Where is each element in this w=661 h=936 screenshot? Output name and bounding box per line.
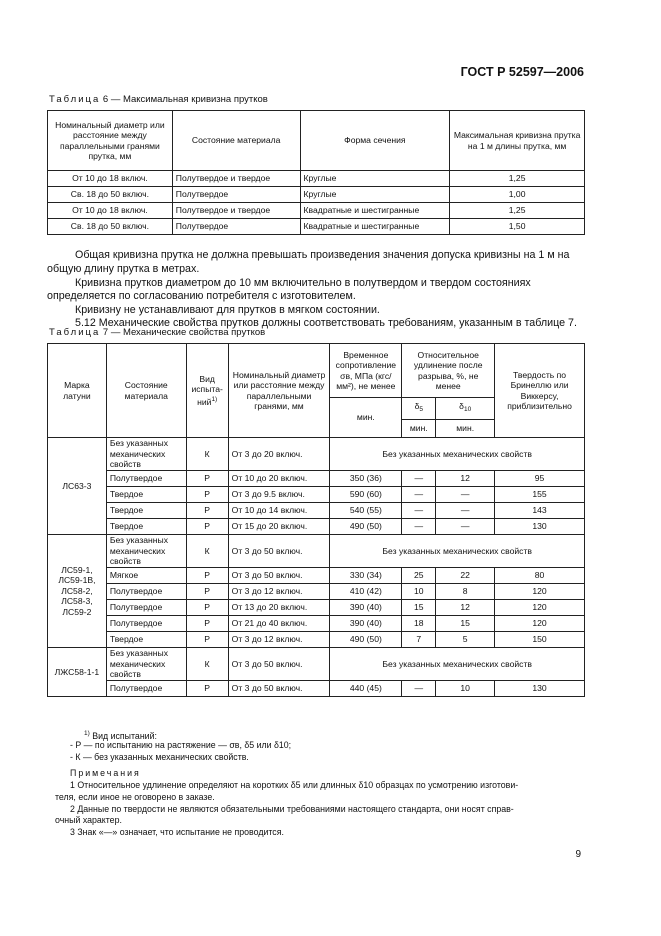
- table7-cell-test: К: [186, 438, 228, 471]
- table7-header-min-d5: мин.: [402, 420, 436, 438]
- table7-header-d10-sub: 10: [463, 406, 472, 414]
- table7-header-state: Состояние материала: [106, 344, 186, 438]
- table7-cell-hardness: 130: [495, 681, 585, 697]
- table6-cell-curvature: 1,50: [450, 219, 585, 235]
- table7-cell-test: Р: [186, 600, 228, 616]
- table7-cell-d10: 12: [436, 600, 495, 616]
- table7-cell-hardness: 150: [495, 632, 585, 648]
- table7-cell-hardness: 95: [495, 471, 585, 487]
- table7-cell-brand: ЛС59-1, ЛС59-1В, ЛС58-2, ЛС58-3, ЛС59-2: [48, 535, 107, 648]
- table7-row: [48, 632, 585, 648]
- table7-row: [48, 616, 585, 632]
- table7-cell-brand: ЛЖС58-1-1: [48, 648, 107, 697]
- table7-cell-state: Полутвердое: [106, 584, 186, 600]
- table7-cell-strength: 330 (34): [330, 568, 402, 584]
- table7-cell-diameter: От 3 до 50 включ.: [228, 535, 330, 568]
- table7-header-test: [186, 344, 228, 438]
- table7-cell-d10: 5: [436, 632, 495, 648]
- table7-cell-diameter: От 3 до 9.5 включ.: [228, 487, 330, 503]
- table7-cell-test: Р: [186, 487, 228, 503]
- table6-header-shape: Форма сечения: [300, 111, 450, 171]
- notes-title: Примечания: [70, 768, 141, 778]
- table7-cell-hardness: 120: [495, 600, 585, 616]
- table7-cell-state: Без указанных механических свойств: [106, 535, 186, 568]
- table7-cell-state: Мягкое: [106, 568, 186, 584]
- paragraph-1a: Общая кривизна прутка не должна превышать произведения значения допуска кривизны на 1 м на: [75, 249, 570, 261]
- table7-row: [48, 438, 585, 471]
- table7-cell-test: Р: [186, 616, 228, 632]
- table6-row: [48, 171, 585, 187]
- table7-cell-test: Р: [186, 503, 228, 519]
- paragraph-2b: определяется по согласованию потребителя с изготовителем.: [47, 290, 356, 302]
- table7-cell-strength: 350 (36): [330, 471, 402, 487]
- table7-cell-diameter: От 15 до 20 включ.: [228, 519, 330, 535]
- table7-cell-state: Твердое: [106, 632, 186, 648]
- table7-cell-diameter: От 3 до 50 включ.: [228, 681, 330, 697]
- table7-cell-d10: —: [436, 503, 495, 519]
- table7-cell-hardness: 143: [495, 503, 585, 519]
- table7-cell-test: Р: [186, 632, 228, 648]
- table7-cell-diameter: От 10 до 14 включ.: [228, 503, 330, 519]
- table6-cell-diameter: От 10 до 18 включ.: [48, 171, 173, 187]
- table7-cell-hardness: 120: [495, 616, 585, 632]
- footnote-2: - К — без указанных механических свойств.: [70, 752, 249, 762]
- table7-cell-d5: —: [402, 519, 436, 535]
- table7-cell-diameter: От 3 до 12 включ.: [228, 632, 330, 648]
- table7-cell-diameter: От 13 до 20 включ.: [228, 600, 330, 616]
- table7-cell-no-properties: Без указанных механических свойств: [330, 648, 585, 681]
- table7-cell-brand: ЛС63-3: [48, 438, 107, 535]
- table7-header-elongation: Относительное удлинение после разрыва, %, не менее: [402, 344, 495, 398]
- table6-cell-diameter: От 10 до 18 включ.: [48, 203, 173, 219]
- table7-cell-hardness: 130: [495, 519, 585, 535]
- table7-cell-diameter: От 3 до 50 включ.: [228, 568, 330, 584]
- note-2b: очный характер.: [55, 815, 122, 825]
- table7-cell-diameter: От 3 до 20 включ.: [228, 438, 330, 471]
- table7-cell-d5: 10: [402, 584, 436, 600]
- table6-cell-state: Полутвердое и твердое: [172, 203, 300, 219]
- table6-cell-diameter: Св. 18 до 50 включ.: [48, 219, 173, 235]
- table7-cell-diameter: От 21 до 40 включ.: [228, 616, 330, 632]
- note-1b: теля, если иное не оговорено в заказе.: [55, 792, 215, 802]
- table6-header-diameter: Номинальный диаметр или расстояние между параллельными гранями прутка, мм: [48, 111, 173, 171]
- table7-cell-strength: 590 (60): [330, 487, 402, 503]
- standard-header: ГОСТ Р 52597—2006: [460, 65, 584, 79]
- table7-cell-d5: 18: [402, 616, 436, 632]
- table7-cell-d10: 8: [436, 584, 495, 600]
- table7: [47, 343, 585, 697]
- table7-cell-test: Р: [186, 519, 228, 535]
- table7-header-diameter: Номинальный диаметр или расстояние между параллельными гранями, мм: [228, 344, 330, 438]
- table7-cell-diameter: От 10 до 20 включ.: [228, 471, 330, 487]
- note-2a: 2 Данные по твердости не являются обязательными требованиями настоящего стандарта, они носят справ-: [70, 804, 514, 814]
- table7-cell-strength: 490 (50): [330, 519, 402, 535]
- table7-cell-strength: 390 (40): [330, 600, 402, 616]
- table7-cell-test: Р: [186, 568, 228, 584]
- table6-header-row: [48, 111, 585, 171]
- table7-cell-strength: 390 (40): [330, 616, 402, 632]
- table7-header-hardness: Твердость по Бринеллю или Виккерсу, приблизительно: [495, 344, 585, 438]
- footnote-0-text: Вид испытаний:: [92, 730, 157, 741]
- table7-cell-d10: 15: [436, 616, 495, 632]
- table6-row: [48, 187, 585, 203]
- table7-caption-word: Таблица: [49, 327, 101, 338]
- table7-cell-diameter: От 3 до 12 включ.: [228, 584, 330, 600]
- table7-cell-test: Р: [186, 584, 228, 600]
- table6-cell-state: Полутвердое: [172, 219, 300, 235]
- table7-cell-hardness: 155: [495, 487, 585, 503]
- table7-header-test-sup: 1): [211, 395, 218, 403]
- table6-cell-curvature: 1,25: [450, 203, 585, 219]
- table7-cell-test: К: [186, 648, 228, 681]
- table7-header-min-d10: мин.: [436, 420, 495, 438]
- table7-cell-hardness: 80: [495, 568, 585, 584]
- page-number: 9: [575, 849, 581, 860]
- paragraph-4: 5.12 Механические свойства прутков должны соответствовать требованиям, указанным в таблице 7.: [75, 317, 577, 329]
- table7-cell-state: Твердое: [106, 487, 186, 503]
- table6-cell-curvature: 1,25: [450, 171, 585, 187]
- table7-cell-d5: 25: [402, 568, 436, 584]
- table7-row: [48, 584, 585, 600]
- table7-cell-state: Полутвердое: [106, 600, 186, 616]
- paragraph-3: Кривизну не устанавливают для прутков в мягком состоянии.: [75, 304, 380, 316]
- table6-cell-diameter: Св. 18 до 50 включ.: [48, 187, 173, 203]
- table7-header-test-text: Вид испыта-ний: [191, 373, 223, 407]
- paragraph-2a: Кривизна прутков диаметром до 10 мм включительно в полутвердом и твердом состояниях: [75, 277, 531, 289]
- note-3: 3 Знак «—» означает, что испытание не проводится.: [70, 827, 284, 837]
- table7-cell-d5: 7: [402, 632, 436, 648]
- table7-cell-d5: —: [402, 487, 436, 503]
- table7-cell-test: Р: [186, 471, 228, 487]
- table7-cell-no-properties: Без указанных механических свойств: [330, 535, 585, 568]
- table6-cell-state: Полутвердое и твердое: [172, 171, 300, 187]
- table6-cell-shape: Квадратные и шестигранные: [300, 219, 450, 235]
- table6-caption-word: Таблица: [49, 94, 101, 105]
- table7-header-d10: [436, 398, 495, 420]
- table7-cell-state: Полутвердое: [106, 471, 186, 487]
- table7-row: [48, 519, 585, 535]
- table7-cell-test: Р: [186, 681, 228, 697]
- table7-cell-diameter: От 3 до 50 включ.: [228, 648, 330, 681]
- table7-cell-state: Без указанных механических свойств: [106, 648, 186, 681]
- table7-cell-state: Полутвердое: [106, 681, 186, 697]
- footnote-1: - Р — по испытанию на растяжение — σв, δ5 или δ10;: [70, 740, 292, 750]
- table7-cell-d10: 22: [436, 568, 495, 584]
- table6-row: [48, 219, 585, 235]
- table6-caption: [49, 94, 268, 105]
- table7-cell-d10: 12: [436, 471, 495, 487]
- table6: [47, 110, 585, 235]
- footnote-0-sup: 1): [84, 730, 90, 737]
- table6-cell-shape: Квадратные и шестигранные: [300, 203, 450, 219]
- table6-cell-shape: Круглые: [300, 171, 450, 187]
- table6-header-curvature: Максимальная кривизна прутка на 1 м длины прутка, мм: [450, 111, 585, 171]
- table7-cell-hardness: 120: [495, 584, 585, 600]
- table7-header-min-strength: мин.: [330, 398, 402, 438]
- table7-cell-d10: 10: [436, 681, 495, 697]
- table7-cell-state: Твердое: [106, 503, 186, 519]
- table7-cell-test: К: [186, 535, 228, 568]
- table6-row: [48, 203, 585, 219]
- table7-cell-d5: —: [402, 503, 436, 519]
- table7-row: [48, 487, 585, 503]
- table7-cell-d5: —: [402, 681, 436, 697]
- table6-cell-state: Полутвердое: [172, 187, 300, 203]
- table7-header-d5-symbol: δ: [414, 401, 420, 412]
- table7-caption-text: 7 — Механические свойства прутков: [102, 327, 266, 338]
- table7-row: [48, 681, 585, 697]
- table7-cell-d10: —: [436, 487, 495, 503]
- table7-cell-state: Полутвердое: [106, 616, 186, 632]
- table7-row: [48, 503, 585, 519]
- table7-header-d5-sub: 5: [419, 406, 424, 414]
- table7-row: [48, 471, 585, 487]
- paragraph-1b: общую длину прутка в метрах.: [47, 263, 200, 275]
- note-1a: 1 Относительное удлинение определяют на коротких δ5 или длинных δ10 образцах по усмотрению изготови-: [70, 780, 519, 790]
- table6-caption-text: 6 — Максимальная кривизна прутков: [102, 94, 268, 105]
- table7-header-brand: Марка латуни: [48, 344, 107, 438]
- table7-cell-no-properties: Без указанных механических свойств: [330, 438, 585, 471]
- table7-cell-strength: 440 (45): [330, 681, 402, 697]
- table7-cell-d5: —: [402, 471, 436, 487]
- table7-row: [48, 648, 585, 681]
- table6-cell-shape: Круглые: [300, 187, 450, 203]
- table7-header-strength: Временное сопротивление σв, МПа (кгс/мм²), не менее: [330, 344, 402, 398]
- table7-cell-strength: 540 (55): [330, 503, 402, 519]
- table6-cell-curvature: 1,00: [450, 187, 585, 203]
- table7-row: [48, 535, 585, 568]
- table6-header-state: Состояние материала: [172, 111, 300, 171]
- table7-header-d5: [402, 398, 436, 420]
- table7-caption: [49, 327, 265, 338]
- table7-row: [48, 600, 585, 616]
- table7-cell-strength: 490 (50): [330, 632, 402, 648]
- table7-cell-state: Без указанных механических свойств: [106, 438, 186, 471]
- table7-cell-state: Твердое: [106, 519, 186, 535]
- table7-cell-d5: 15: [402, 600, 436, 616]
- table7-cell-strength: 410 (42): [330, 584, 402, 600]
- table7-row: [48, 568, 585, 584]
- table7-cell-d10: —: [436, 519, 495, 535]
- table7-header-d10-symbol: δ: [459, 401, 464, 412]
- table7-header-row: [48, 344, 585, 398]
